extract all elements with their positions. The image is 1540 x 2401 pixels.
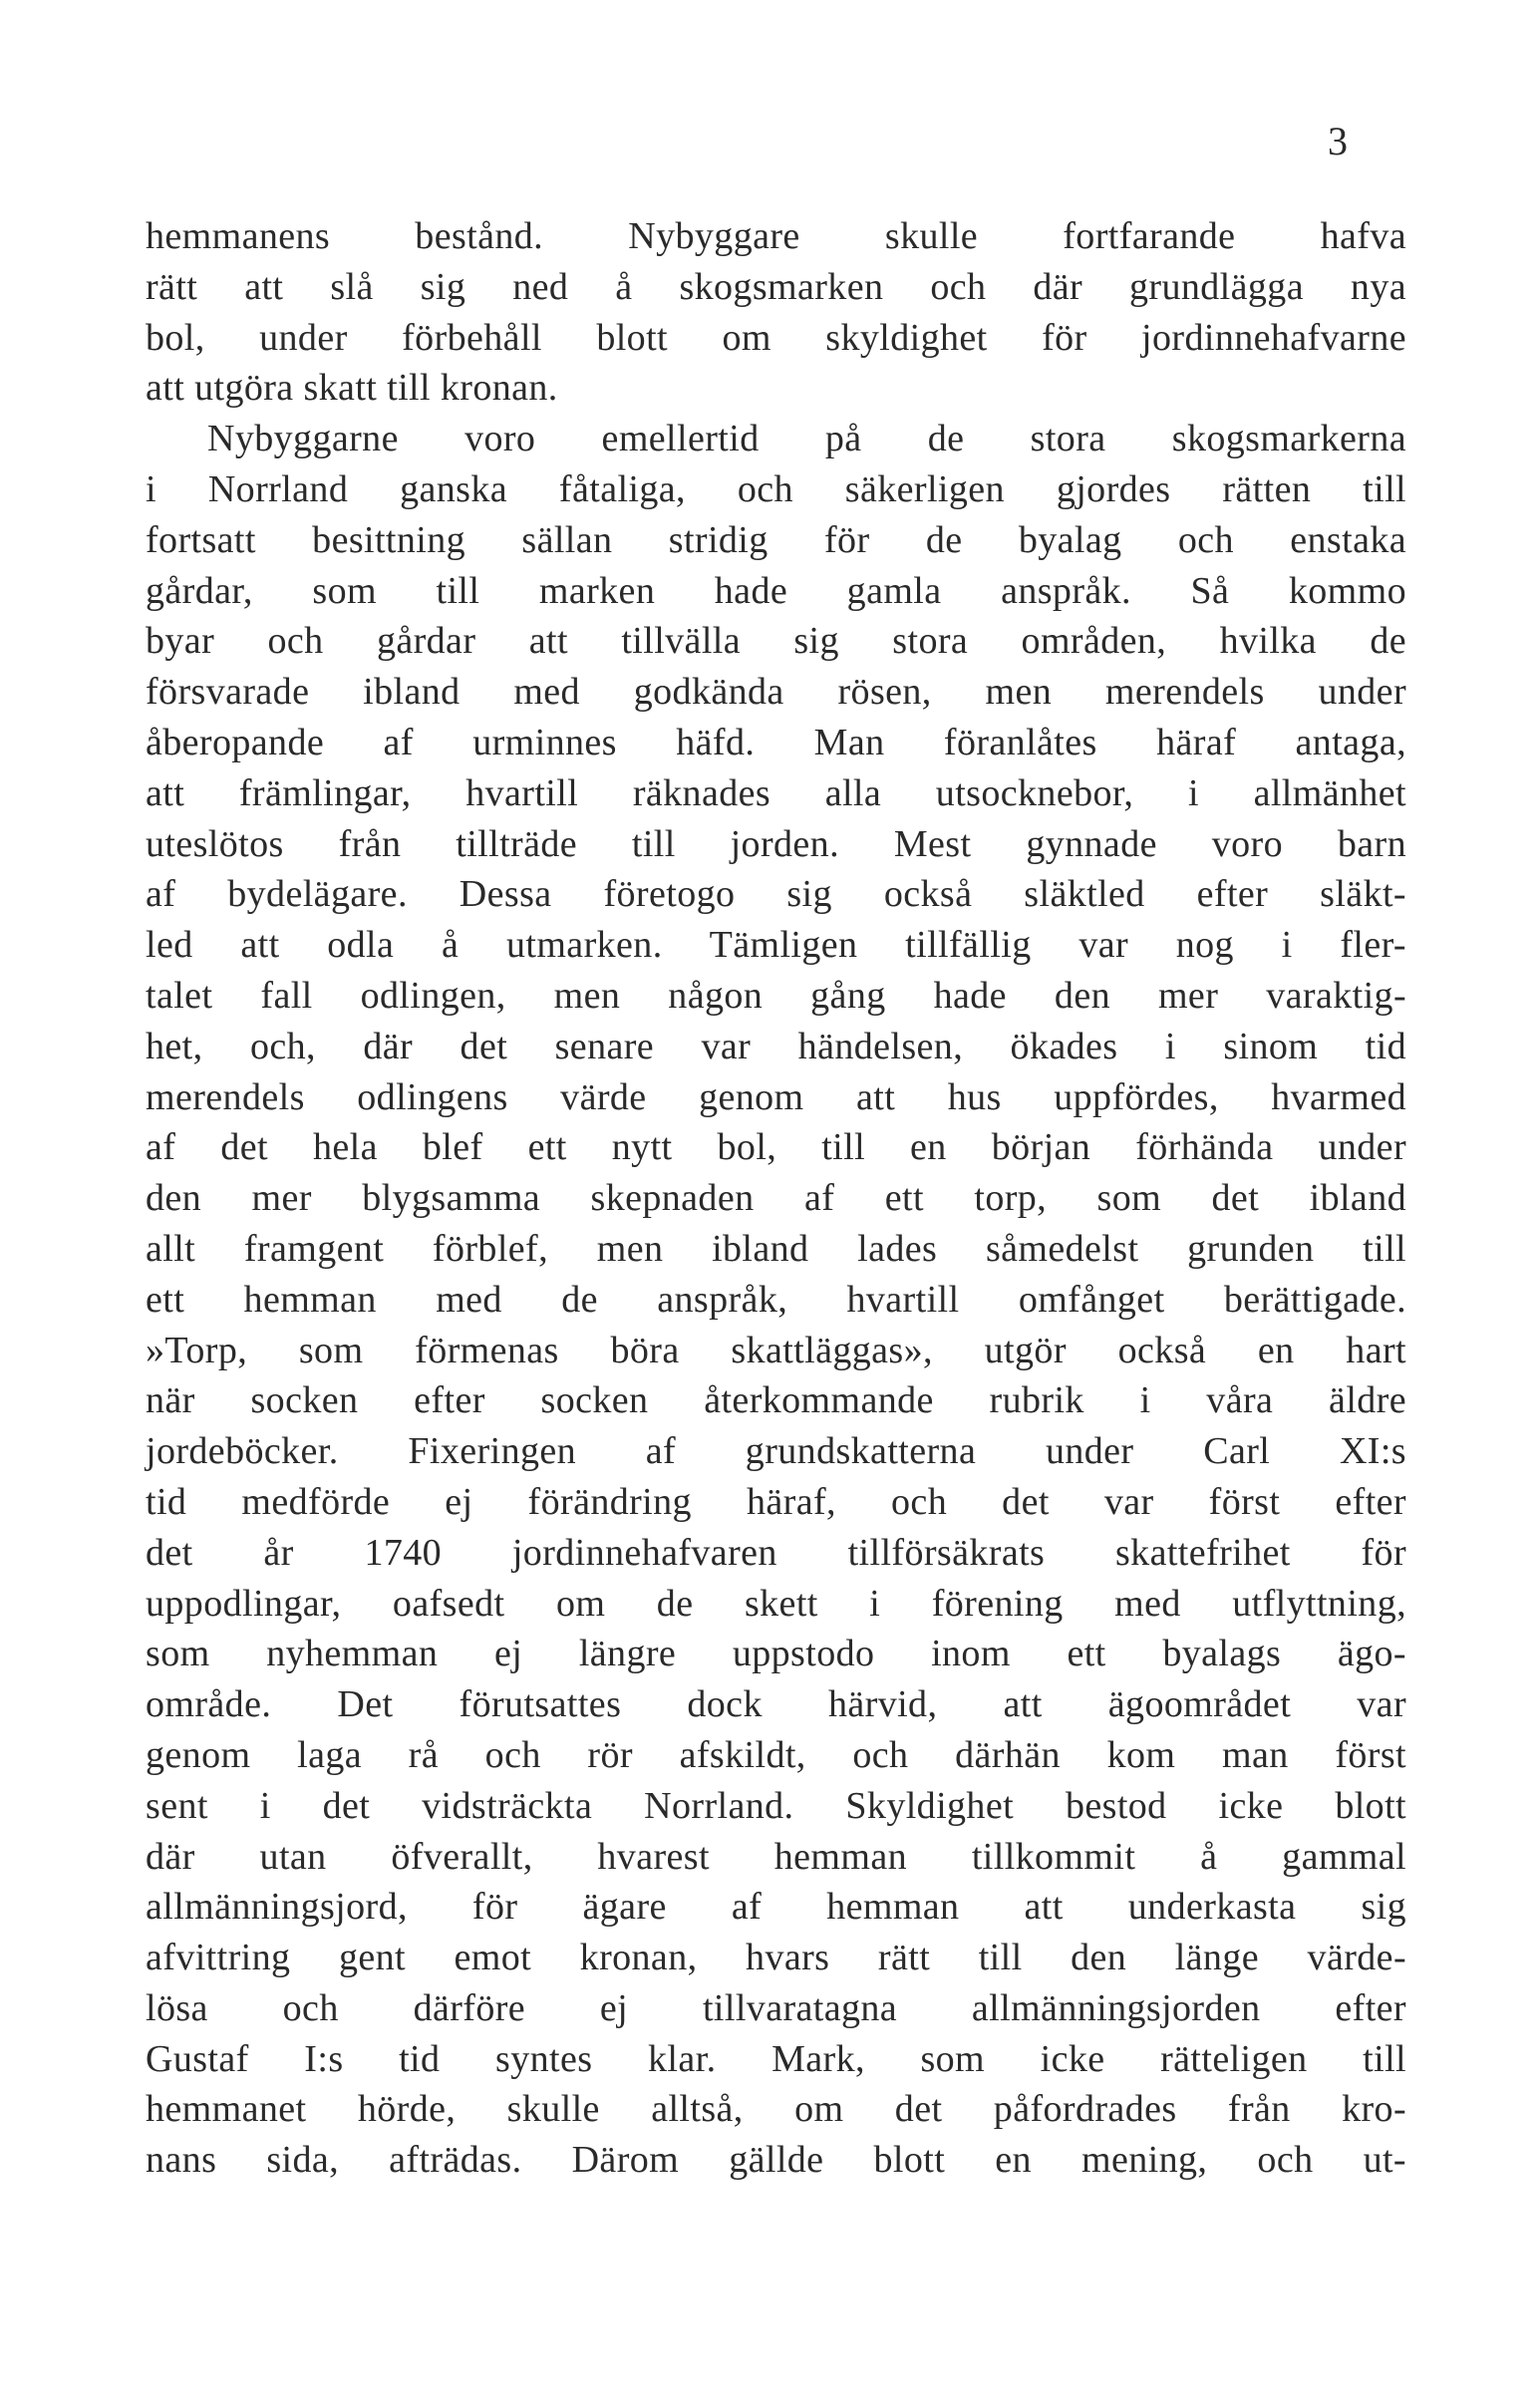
text-line: den mer blygsamma skepnaden af ett torp, som det ibland: [146, 1177, 1406, 1220]
paragraph-end-line: att utgöra skatt till kronan.: [146, 367, 558, 410]
text-line: när socken efter socken återkommande rubrik i våra äldre: [146, 1379, 1406, 1422]
text-line: gårdar, som till marken hade gamla anspråk. Så kommo: [146, 569, 1406, 612]
text-line: hemmanet hörde, skulle alltså, om det påfordrades från kro-: [146, 2088, 1406, 2131]
text-line: där utan öfverallt, hvarest hemman tillkommit å gammal: [146, 1835, 1406, 1878]
text-line: genom laga rå och rör afskildt, och därhän kom man först: [146, 1733, 1406, 1776]
text-line: uppodlingar, oafsedt om de skett i förening med utflyttning,: [146, 1582, 1406, 1625]
body-text: [146, 211, 1406, 2186]
text-line: byar och gårdar att tillvälla sig stora områden, hvilka de: [146, 620, 1406, 663]
text-line: tid medförde ej förändring häraf, och det var först efter: [146, 1480, 1406, 1523]
text-line: hemmanens bestånd. Nybyggare skulle fortfarande hafva: [146, 215, 1406, 257]
text-line: det år 1740 jordinnehafvaren tillförsäkrats skattefrihet för: [146, 1531, 1406, 1574]
text-line: som nyhemman ej längre uppstodo inom ett byalags ägo-: [146, 1633, 1406, 1675]
text-line: allmänningsjord, för ägare af hemman att underkasta sig: [146, 1886, 1406, 1929]
text-line: fortsatt besittning sällan stridig för de byalag och enstaka: [146, 518, 1406, 561]
text-line: allt framgent förblef, men ibland lades såmedelst grunden till: [146, 1227, 1406, 1270]
page-number: 3: [1328, 119, 1348, 163]
text-line: område. Det förutsattes dock härvid, att ägoområdet var: [146, 1683, 1406, 1726]
text-line: Gustaf I:s tid syntes klar. Mark, som icke rätteligen till: [146, 2037, 1406, 2080]
text-line: sent i det vidsträckta Norrland. Skyldighet bestod icke blott: [146, 1784, 1406, 1827]
text-line: het, och, där det senare var händelsen, ökades i sinom tid: [146, 1025, 1406, 1067]
text-line: af det hela blef ett nytt bol, till en början förhända under: [146, 1126, 1406, 1169]
text-line: ett hemman med de anspråk, hvartill omfånget berättigade.: [146, 1278, 1406, 1321]
text-line: merendels odlingens värde genom att hus uppfördes, hvarmed: [146, 1075, 1406, 1118]
text-line: försvarade ibland med godkända rösen, men merendels under: [146, 671, 1406, 714]
text-line: afvittring gent emot kronan, hvars rätt till den länge värde-: [146, 1937, 1406, 1979]
text-line: bol, under förbehåll blott om skyldighet för jordinnehafvarne: [146, 316, 1406, 359]
text-line: rätt att slå sig ned å skogsmarken och där grundlägga nya: [146, 265, 1406, 308]
text-line: i Norrland ganska fåtaliga, och säkerligen gjordes rätten till: [146, 467, 1406, 510]
text-line: uteslötos från tillträde till jorden. Mest gynnade voro barn: [146, 822, 1406, 865]
text-line: af bydelägare. Dessa företogo sig också släktled efter släkt-: [146, 873, 1406, 916]
text-line: talet fall odlingen, men någon gång hade den mer varaktig-: [146, 974, 1406, 1017]
text-line: »Torp, som förmenas böra skattläggas», utgör också en hart: [146, 1329, 1406, 1371]
text-line: lösa och därföre ej tillvaratagna allmänningsjorden efter: [146, 1986, 1406, 2029]
paragraph-start-line: Nybyggarne voro emellertid på de stora skogsmarkerna: [207, 418, 1406, 460]
text-line: nans sida, afträdas. Därom gällde blott en mening, och ut-: [146, 2139, 1406, 2182]
text-line: led att odla å utmarken. Tämligen tillfällig var nog i fler-: [146, 924, 1406, 967]
text-line: att främlingar, hvartill räknades alla utsocknebor, i allmänhet: [146, 771, 1406, 814]
text-line: jordeböcker. Fixeringen af grundskatterna under Carl XI:s: [146, 1430, 1406, 1473]
text-line: åberopande af urminnes häfd. Man föranlåtes häraf antaga,: [146, 721, 1406, 763]
